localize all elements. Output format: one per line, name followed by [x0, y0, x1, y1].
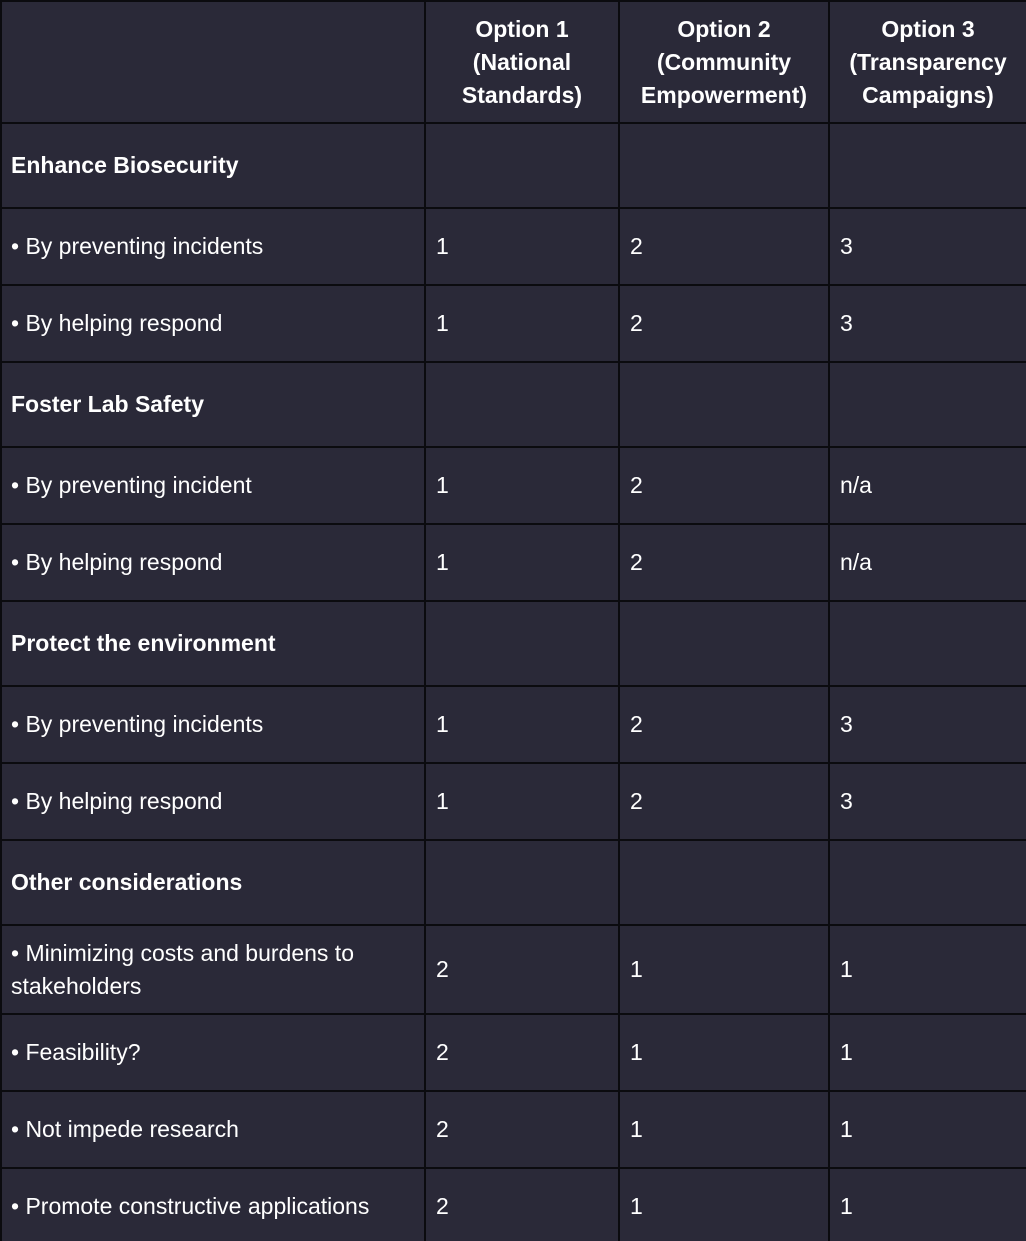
row-label: • By helping respond: [1, 285, 425, 362]
row-label: • By preventing incident: [1, 447, 425, 524]
header-option-1-line-2: (National: [472, 48, 572, 75]
cell-option-3: n/a: [829, 447, 1026, 524]
cell-option-1: 2: [425, 1091, 619, 1168]
table-row: [1, 1091, 1026, 1168]
cell-option-1: 2: [425, 1168, 619, 1241]
cell-option-3: [829, 840, 1026, 925]
cell-option-2: 2: [619, 285, 829, 362]
row-label: • Feasibility?: [1, 1014, 425, 1091]
cell-option-2: [619, 840, 829, 925]
row-label: • Not impede research: [1, 1091, 425, 1168]
table-row: [1, 686, 1026, 763]
cell-option-1: 1: [425, 447, 619, 524]
header-option-1-line-3: Standards): [461, 81, 583, 108]
cell-option-2: 2: [619, 763, 829, 840]
row-label: • By preventing incidents: [1, 686, 425, 763]
cell-option-2: [619, 601, 829, 686]
table-row: [1, 208, 1026, 285]
cell-option-1: 2: [425, 925, 619, 1014]
cell-option-1: [425, 601, 619, 686]
section-row-foster-lab-safety: [1, 362, 1026, 447]
cell-option-1: 1: [425, 686, 619, 763]
cell-option-2: 2: [619, 208, 829, 285]
cell-option-3: 3: [829, 285, 1026, 362]
cell-option-1: [425, 362, 619, 447]
header-option-3: [829, 1, 1026, 123]
cell-option-1: [425, 123, 619, 208]
cell-option-3: 3: [829, 686, 1026, 763]
row-label: • By helping respond: [1, 763, 425, 840]
row-label: Foster Lab Safety: [1, 362, 425, 447]
cell-option-3: [829, 362, 1026, 447]
header-option-3-line-1: Option 3: [881, 15, 975, 42]
cell-option-2: 1: [619, 925, 829, 1014]
cell-option-3: 1: [829, 1091, 1026, 1168]
header-option-2: [619, 1, 829, 123]
table-row: [1, 1014, 1026, 1091]
cell-option-3: [829, 123, 1026, 208]
row-label: • By helping respond: [1, 524, 425, 601]
cell-option-1: 2: [425, 1014, 619, 1091]
row-label: • Minimizing costs and burdens to stakeholders: [1, 925, 425, 1014]
section-row-other-considerations: [1, 840, 1026, 925]
cell-option-1: 1: [425, 763, 619, 840]
cell-option-1: 1: [425, 285, 619, 362]
header-option-3-line-3: Campaigns): [862, 81, 994, 108]
cell-option-3: [829, 601, 1026, 686]
cell-option-1: 1: [425, 208, 619, 285]
cell-option-2: 1: [619, 1168, 829, 1241]
section-row-enhance-biosecurity: [1, 123, 1026, 208]
header-row: [1, 1, 1026, 123]
row-label: Enhance Biosecurity: [1, 123, 425, 208]
cell-option-3: 3: [829, 763, 1026, 840]
table-row: [1, 1168, 1026, 1241]
cell-option-2: 2: [619, 447, 829, 524]
table-row: [1, 925, 1026, 1014]
cell-option-2: 2: [619, 524, 829, 601]
table-row: [1, 447, 1026, 524]
header-option-2-line-2: (Community: [656, 48, 792, 75]
cell-option-3: 1: [829, 925, 1026, 1014]
cell-option-2: 1: [619, 1091, 829, 1168]
header-corner-cell: [1, 1, 425, 123]
cell-option-3: n/a: [829, 524, 1026, 601]
cell-option-2: 1: [619, 1014, 829, 1091]
table-row: [1, 763, 1026, 840]
table-row: [1, 285, 1026, 362]
section-row-protect-the-environment: [1, 601, 1026, 686]
cell-option-2: 2: [619, 686, 829, 763]
header-option-3-line-2: (Transparency: [849, 48, 1007, 75]
cell-option-3: 1: [829, 1168, 1026, 1241]
cell-option-2: [619, 123, 829, 208]
cell-option-2: [619, 362, 829, 447]
row-label: Protect the environment: [1, 601, 425, 686]
cell-option-1: [425, 840, 619, 925]
cell-option-1: 1: [425, 524, 619, 601]
row-label: • Promote constructive applications: [1, 1168, 425, 1241]
header-option-2-line-1: Option 2: [677, 15, 771, 42]
row-label: Other considerations: [1, 840, 425, 925]
cell-option-3: 1: [829, 1014, 1026, 1091]
header-option-1-line-1: Option 1: [475, 15, 569, 42]
row-label: • By preventing incidents: [1, 208, 425, 285]
header-option-2-line-3: Empowerment): [640, 81, 808, 108]
table-row: [1, 524, 1026, 601]
header-option-1: [425, 1, 619, 123]
cell-option-3: 3: [829, 208, 1026, 285]
